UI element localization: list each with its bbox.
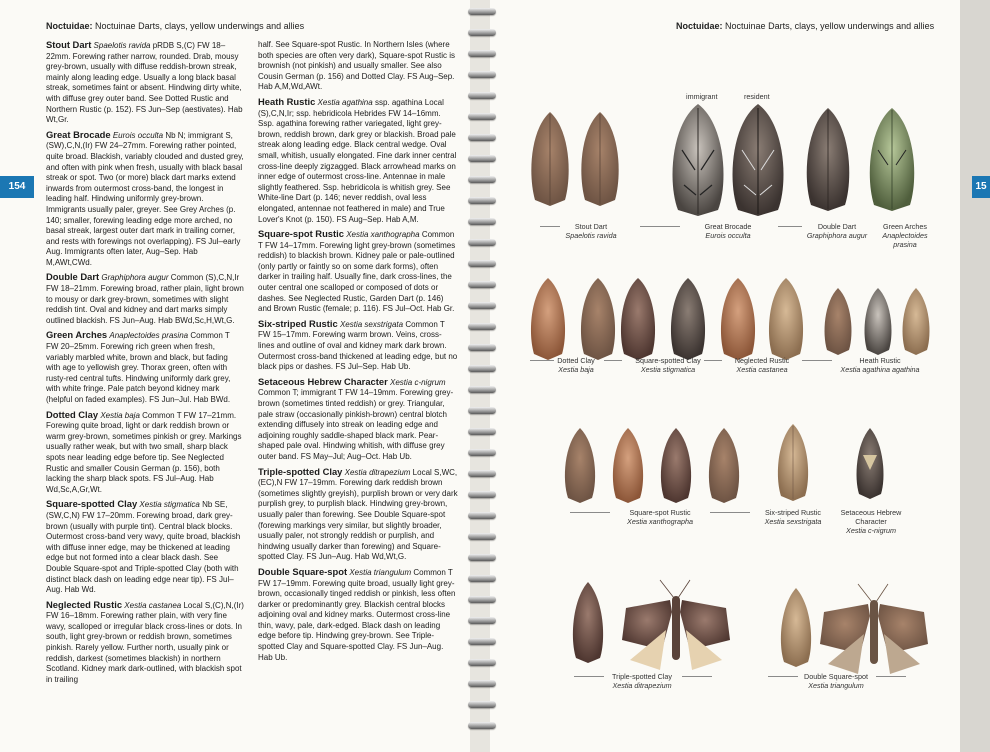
species-latin: Xestia sexstrigata	[339, 319, 404, 329]
species-description: pRDB S,(C) FW 18–22mm. Forewing rather narrow, rounded. Drab, mousy grey-brown, usually with diffuse reddish-brown streak, mainly along leading edge. Usually a long black basal streak, sometimes faint or absent. Hindwing dirty white, with diffuse grey outer band. See Dotted Rustic and Northern Rustic (p. 152). FS Jun–Sep (aestivates). Hab Wt,Gr.	[46, 41, 243, 125]
moth-square-spotted-clay-2	[671, 278, 705, 360]
species-description: ssp. agathina Local (S),C,N,Ir; ssp. hebridicola Hebrides FW 14–16mm. Ssp. agathina forewing rather variegated, light grey-brown, reddish brown, dark grey or blackish. Broad pale streak along leading edge. Black central wedge. Oval small, whitish, usually elongated. Fine dark inner central cross-line deeply zigzagged. Black arrowhead marks on inner edge of outermost cross-line. Antennae in male slightly feathered. Ssp. hebridicola is whitish grey. See White-line Dart (p. 146; never reddish, oval less elongated, antennae not feathered in male) and True Lover's Knot (p. 150). FS Aug–Sep. Hab A,M.	[258, 97, 457, 224]
caption-name: Double Dart	[817, 222, 857, 231]
binding-ring	[468, 92, 496, 99]
caption-latin: Xestia ditrapezium	[612, 681, 672, 690]
binding-ring	[468, 470, 496, 477]
species-latin: Xestia c-nigrum	[389, 377, 446, 387]
caption-name: Setaceous Hebrew Character	[840, 508, 902, 526]
species-name: Double Dart	[46, 271, 100, 283]
moth-stout-dart-2	[581, 112, 618, 206]
moth-dotted-clay-1	[531, 278, 565, 360]
caption-green-arches	[874, 222, 936, 249]
binding-ring	[468, 638, 496, 645]
caption-stout-dart	[546, 222, 636, 240]
page-number-tab-left	[0, 176, 34, 198]
species-entry	[258, 377, 458, 463]
moth-green-arches	[870, 108, 914, 211]
binding-ring	[468, 29, 496, 36]
moth-great-brocade-immigrant	[673, 104, 724, 216]
moth-triple-spotted-clay-spread	[622, 580, 730, 670]
binding-ring	[468, 260, 496, 267]
caption-name: Six-striped Rustic	[765, 508, 821, 517]
moth-neglected-rustic-2	[769, 278, 803, 360]
binding-ring	[468, 575, 496, 582]
binding-ring	[468, 365, 496, 372]
running-header-left	[46, 21, 304, 31]
species-name: Dotted Clay	[46, 408, 99, 420]
header-description: Darts, clays, yellow underwings and allies	[138, 21, 305, 31]
caption-name: Square-spotted Clay	[635, 356, 701, 365]
binding-ring	[468, 323, 496, 330]
species-latin: Xestia castanea	[124, 600, 182, 610]
binding-ring	[468, 722, 496, 729]
binding-ring	[468, 197, 496, 204]
moth-double-square-spot-spread	[820, 584, 928, 674]
moth-heath-rustic-3	[903, 288, 930, 355]
binding-ring	[468, 134, 496, 141]
binding-ring	[468, 512, 496, 519]
binding-ring	[468, 449, 496, 456]
species-description: Common T; immigrant T FW 14–19mm. Forewing grey-brown (sometimes tinted reddish) or grey. Triangular, pale straw (occasionally pinkish-brown) central blotch extending diffusely into streak on leading edge and adjoining roughly saddle-shaped black mark. Pear-shaped pale oval. Hindwing whitish, with diffuse grey outer band. FS May–Jul; Aug–Oct. Hab Ub.	[258, 388, 454, 461]
species-name: Stout Dart	[46, 39, 92, 50]
caption-neglected-rustic	[722, 356, 802, 374]
moth-six-striped-rustic	[778, 424, 808, 501]
caption-heath-rustic	[830, 356, 930, 374]
species-description: Common T FW 17–21mm. Forewing quite broad, light or dark reddish brown or warm grey-brown, sometimes pinkish or grey. Markings usually rather weak, but with two small, sharp black spots near leading edge before tip. See Neglected Rustic and smaller Cousin German (p. 156), both lacking the sharp black spots. FS Jul–Aug. Hab Wd,Sc,A,Gr,Wt.	[46, 410, 242, 494]
binding-ring	[468, 491, 496, 498]
moth-double-square-spot-rest	[781, 588, 811, 667]
species-name: Heath Rustic	[258, 95, 316, 107]
species-latin: Graphiphora augur	[101, 273, 169, 283]
species-entry	[258, 567, 458, 663]
header-subfamily: Noctuinae	[95, 21, 136, 31]
page-number-right: 15	[975, 181, 987, 192]
species-description: Local S,(C),N,(Ir) FW 16–18mm. Forewing rather plain, with very fine wavy, scalloped or irregular black cross-lines or dots. In south, light grey-brown or reddish brown, sometimes pinkish. Rarely yellow. Further north, usually pink or reddish, darkest (sometimes blackish) in northern Scotland. Kidney mark dark-outlined, with blackish spot in trailing	[46, 600, 244, 684]
species-entry	[46, 330, 244, 405]
species-latin: Xestia triangulum	[349, 567, 412, 577]
caption-rule	[640, 226, 680, 227]
species-description: Local S,WC,(EC),N FW 17–19mm. Forewing dark reddish brown (sometimes slightly greyish), purplish brown or very dark purplish grey, to purplish black. Hindwing grey-brown, usually paler than forewing. See Double Square-spot (forewing markings very similar, but slightly broader, usually paler, not strongly reddish or purplish, and hindwing usually darker than forewing) and Square-spotted Clay. FS Jun–Aug. Hab Wd,Wt,G.	[258, 467, 458, 562]
binding-ring	[468, 239, 496, 246]
binding-ring	[468, 218, 496, 225]
caption-rule	[876, 676, 906, 677]
binding-ring	[468, 113, 496, 120]
caption-latin: Xestia agathina agathina	[840, 365, 920, 374]
species-name: Green Arches	[46, 329, 108, 341]
caption-name: Dotted Clay	[557, 356, 595, 365]
caption-name: Triple-spotted Clay	[611, 672, 673, 681]
binding-ring	[468, 596, 496, 603]
binding-ring	[468, 659, 496, 666]
species-entry	[258, 319, 458, 373]
moth-setaceous-hebrew-character	[857, 428, 884, 499]
species-name: Neglected Rustic	[46, 598, 123, 610]
species-description: Nb SE,(SW,C,N) FW 17–20mm. Forewing broad, dark grey-brown (usually with purple tint). Central black blocks. Outermost cross-band very wavy, quite broad, blackish with diffuse inner edge, may be thickened at leading edge but not formed into a clear black dash. See Double Square-spot and Triple-spotted Clay (both with distinct black dash on leading edge near tip). FS Jul–Aug. Hab Wd.	[46, 500, 241, 595]
species-name: Square-spotted Clay	[46, 498, 138, 510]
species-description: half. See Square-spot Rustic. In Northern Isles (where both species are often very dark), Square-spot Rustic is brownish (not pinkish) and usually smaller. See also Cousin German (p. 156) and Dotted Clay. FS Aug–Sep. Hab A,M,Wd,AWt.	[258, 40, 455, 92]
species-latin: Xestia xanthographa	[346, 230, 420, 240]
caption-square-spotted-clay	[632, 356, 704, 374]
caption-name: Neglected Rustic	[734, 356, 790, 365]
caption-rule	[574, 676, 604, 677]
label-resident: resident	[744, 92, 770, 101]
caption-latin: Xestia castanea	[736, 365, 788, 374]
species-description: Common T FW 20–25mm. Forewing rich green when fresh, variably marbled white, brown and black, but fading with age to yellowish grey. Thorax green, often with rusty-red central tufts. Hindwing uniformly dark grey, with white fringe. Pale patch beyond kidney mark (helpful on faded examples). FS Jun–Jul. Hab BWd.	[46, 331, 231, 404]
caption-latin: Xestia stigmatica	[640, 365, 696, 374]
species-entry	[258, 467, 458, 563]
species-name: Triple-spotted Clay	[258, 465, 343, 477]
species-description: Common T FW 14–17mm. Forewing light grey-brown (sometimes reddish) to blackish brown. Kidney pale or pale-outlined (only partly or faintly so on some dark forms), often darker in trailing half. Usually fine, dark cross-lines, the outer central one scalloped or composed of dots or dashes. See Neglected Rustic, Garden Dart (p. 146) and Brown Rustic (female; p. 116). FS Jul–Oct. Hab Gr.	[258, 230, 456, 314]
text-column-1	[46, 40, 244, 689]
binding-ring	[468, 617, 496, 624]
binding-ring	[468, 533, 496, 540]
species-latin: Xestia baja	[100, 410, 140, 420]
text-column-2	[258, 40, 458, 667]
moth-heath-rustic-2	[865, 288, 892, 355]
species-entry	[46, 130, 244, 269]
header-description: Darts, clays, yellow underwings and allies	[768, 21, 935, 31]
binding-ring	[468, 176, 496, 183]
binding-ring	[468, 680, 496, 687]
species-latin: Spaelotis ravida	[93, 41, 151, 50]
species-latin: Xestia stigmatica	[139, 500, 200, 510]
binding-ring	[468, 71, 496, 78]
moth-great-brocade-resident	[733, 104, 784, 216]
right-page	[490, 0, 987, 752]
caption-rule	[710, 512, 750, 513]
page-number-left: 154	[8, 181, 26, 192]
species-description: Common T FW 15–17mm. Forewing warm brown. Veins, cross-lines and outline of oval and kidney mark dark brown. Outermost cross-band thickened at leading edge, but no black pips or dashes. FS Jul–Sep. Hab Ub.	[258, 319, 458, 372]
species-latin: Xestia agathina	[317, 97, 373, 107]
caption-rule	[682, 676, 712, 677]
species-entry	[258, 40, 458, 93]
caption-double-dart	[798, 222, 876, 240]
caption-latin: Xestia baja	[558, 365, 594, 374]
moth-heath-rustic-1	[825, 288, 852, 355]
moth-square-spot-rustic-4	[709, 428, 739, 503]
binding-ring	[468, 428, 496, 435]
caption-six-striped-rustic	[754, 508, 832, 526]
moth-square-spot-rustic-3	[661, 428, 691, 503]
moth-plate	[490, 0, 960, 752]
caption-name: Double Square-spot	[804, 672, 868, 681]
binding-ring	[468, 344, 496, 351]
moth-square-spot-rustic-1	[565, 428, 595, 503]
moth-double-dart	[807, 108, 850, 211]
header-family: Noctuidae:	[46, 21, 93, 31]
moth-square-spotted-clay-1	[621, 278, 655, 360]
binding-ring	[468, 50, 496, 57]
caption-latin: Eurois occulta	[705, 231, 751, 240]
species-name: Square-spot Rustic	[258, 228, 344, 240]
species-name: Setaceous Hebrew Character	[258, 375, 388, 387]
caption-rule	[704, 360, 722, 361]
caption-latin: Xestia triangulum	[808, 681, 864, 690]
binding-ring	[468, 554, 496, 561]
caption-rule	[802, 360, 832, 361]
caption-latin: Xestia c-nigrum	[846, 526, 896, 535]
caption-latin: Spaelotis ravida	[565, 231, 617, 240]
label-immigrant: immigrant	[686, 92, 718, 101]
moth-triple-spotted-clay-rest	[573, 582, 603, 663]
caption-rule	[570, 512, 610, 513]
species-entry	[46, 272, 244, 326]
species-description: Common T FW 17–19mm. Forewing quite broad, usually light grey-brown, occasionally tinged reddish or pinkish, less often darker or predominantly grey. Blackish central blocks adjoining oval and kidney marks. Outermost cross-line thin, wavy, pale, dark-edged. Black dash on leading edge before tip. Hindwing grey-brown. See Triple-spotted Clay and Square-spotted Clay. FS Jun–Aug. Hab Ub.	[258, 567, 456, 662]
moth-stout-dart-1	[531, 112, 568, 206]
moth-dotted-clay-2	[581, 278, 615, 360]
caption-rule	[768, 676, 798, 677]
binding-ring	[468, 407, 496, 414]
left-page	[0, 0, 478, 752]
page-number-tab-right	[972, 176, 990, 198]
caption-latin: Xestia sexstrigata	[764, 517, 822, 526]
species-latin: Eurois occulta	[112, 130, 164, 140]
species-entry	[46, 410, 244, 496]
species-name: Six-striped Rustic	[258, 317, 338, 329]
header-subfamily: Noctuinae	[725, 21, 766, 31]
caption-setaceous-hebrew-character	[832, 508, 910, 535]
binding-ring	[468, 155, 496, 162]
caption-double-square-spot	[796, 672, 876, 690]
species-description: Nb N; immigrant S,(SW),C,N,(Ir) FW 24–27mm. Forewing rather pointed, quite broad. Blackish, variably clouded and dusted grey, and often with pink when fresh, usually with black basal streak or spot. Two (or more) black dart marks extend inwards from outermost cross-band, the longest in leading half. Hindwing uniformly grey-brown. Immigrants usually paler, greyer. See Grey Arches (p. 140; smaller, forewing leading edge more arched, no basal streak, largest outer dart mark in trailing corner, and rests with forewings not overlapping). FS Jul–early Aug. Immigrants often later, Aug–Sep. Hab M,AWt,CWd.	[46, 130, 244, 267]
moth-square-spot-rustic-2	[613, 428, 643, 503]
binding-ring	[468, 8, 496, 15]
caption-dotted-clay	[546, 356, 606, 374]
caption-rule	[604, 360, 622, 361]
species-latin: Xestia ditrapezium	[344, 467, 411, 477]
caption-name: Stout Dart	[574, 222, 608, 231]
species-name: Great Brocade	[46, 128, 111, 140]
species-description: Common (S),C,N,Ir FW 18–21mm. Forewing broad, rather plain, light brown to mousy or dark grey-brown, sometimes with slight reddish tint. Oval and kidney and dart marks simply outlined blackish. FS Jun–Aug. Hab BWd,Sc,H,Wt,G.	[46, 273, 244, 325]
species-entry	[46, 600, 244, 686]
caption-triple-spotted-clay	[602, 672, 682, 690]
caption-name: Square-spot Rustic	[629, 508, 691, 517]
caption-name: Heath Rustic	[859, 356, 901, 365]
binding-ring	[468, 701, 496, 708]
caption-square-spot-rustic	[610, 508, 710, 526]
species-entry	[46, 40, 244, 126]
species-latin: Anaplectoides prasina	[109, 331, 189, 341]
caption-latin: Graphiphora augur	[806, 231, 868, 240]
species-entry	[258, 97, 458, 225]
moth-neglected-rustic-1	[721, 278, 755, 360]
binding-ring	[468, 302, 496, 309]
caption-latin: Xestia xanthographa	[627, 517, 693, 526]
caption-name: Great Brocade	[704, 222, 752, 231]
species-entry	[258, 229, 458, 315]
binding-ring	[468, 281, 496, 288]
header-family: Noctuidae:	[676, 21, 723, 31]
caption-name: Green Arches	[883, 222, 927, 231]
species-entry	[46, 499, 244, 595]
caption-latin: Anaplectoides prasina	[882, 231, 928, 249]
caption-great-brocade	[680, 222, 776, 240]
binding-ring	[468, 386, 496, 393]
species-name: Double Square-spot	[258, 565, 348, 577]
